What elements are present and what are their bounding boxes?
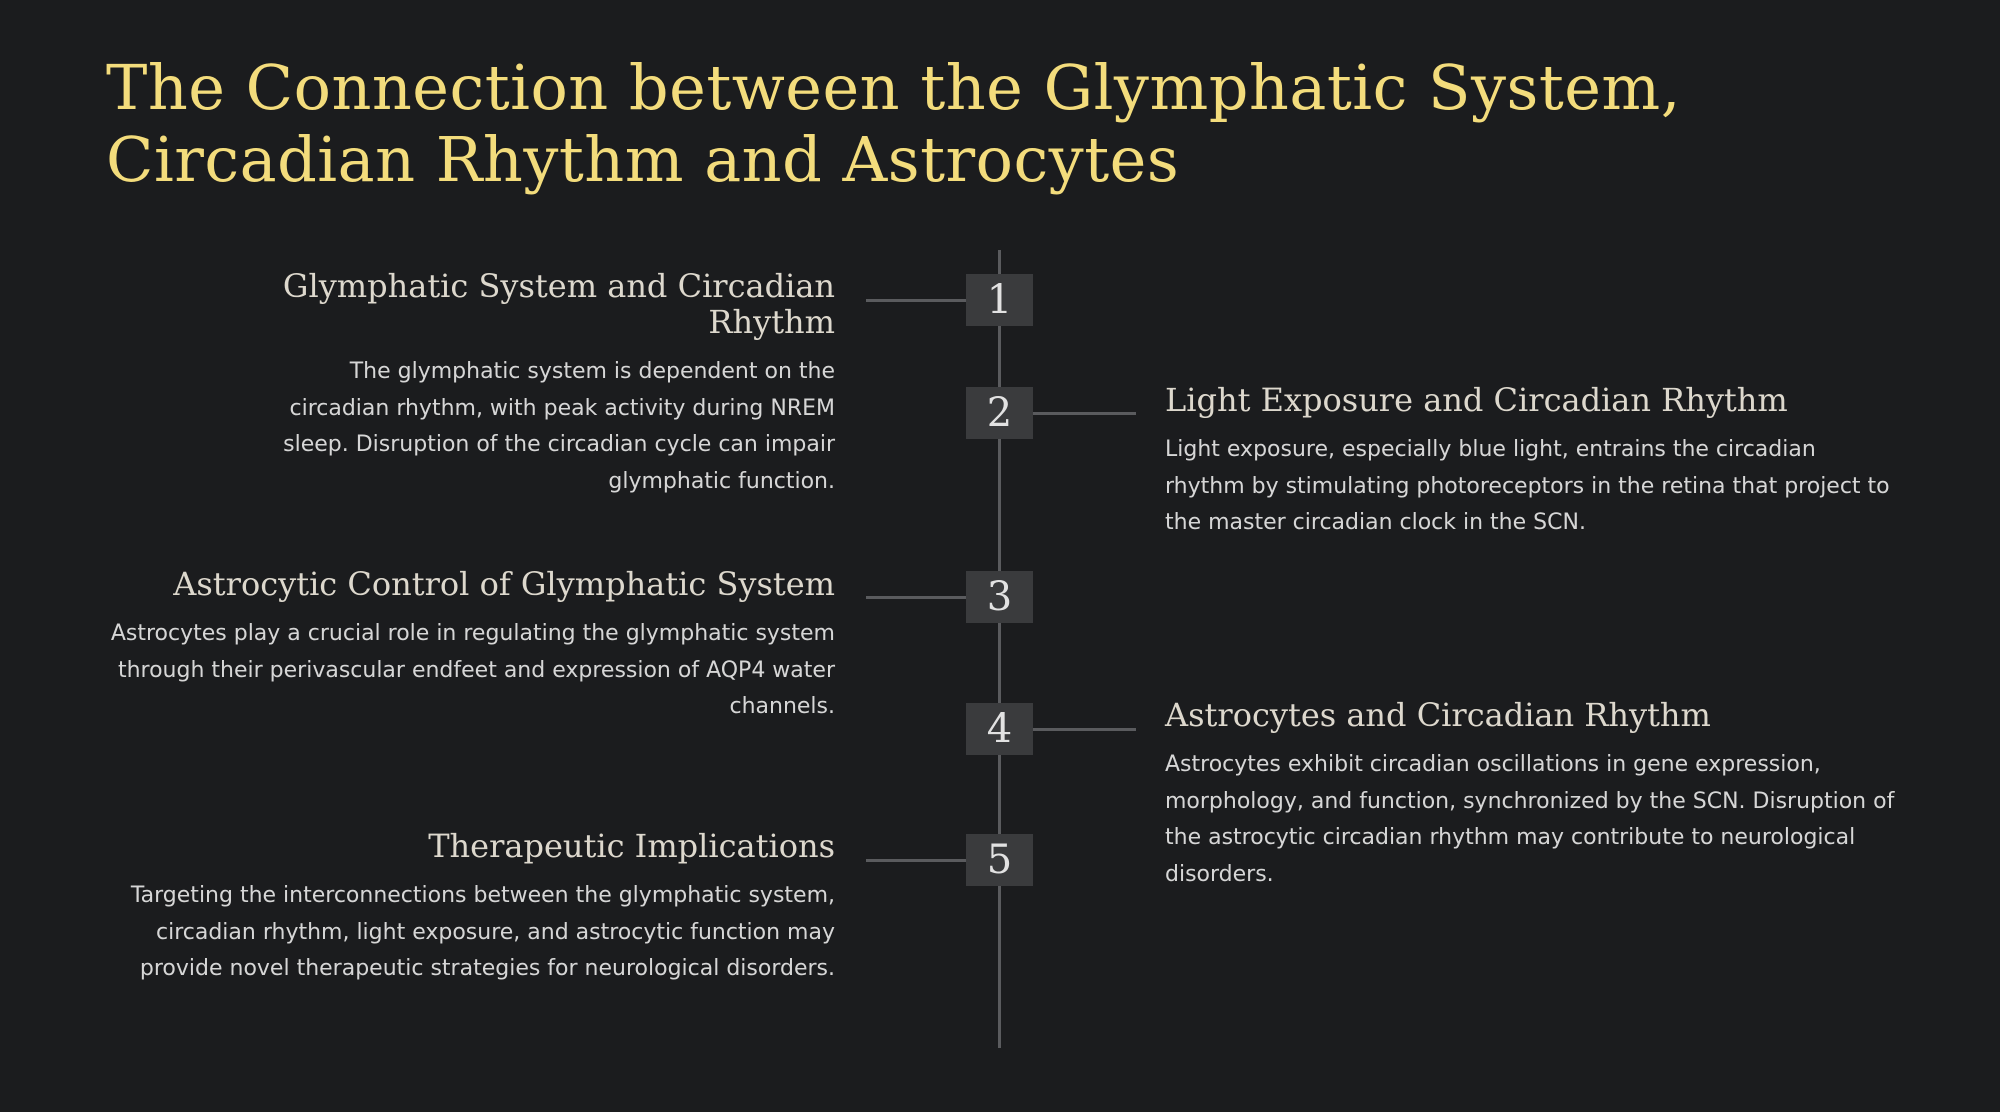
item-body-1: The glymphatic system is dependent on the circadian rhythm, with peak activity during NREM sleep. Disruption of the circadian cycle can impair glymphatic function. bbox=[283, 359, 835, 494]
step-marker-3: 3 bbox=[966, 571, 1033, 623]
connector-4 bbox=[1033, 728, 1136, 731]
timeline-spine bbox=[998, 250, 1001, 1048]
connector-1 bbox=[866, 299, 966, 302]
item-body-5: Targeting the interconnections between the glymphatic system, circadian rhythm, light exposure, and astrocytic function may provide novel therapeutic strategies for neurological disorders. bbox=[130, 883, 835, 981]
item-body-2: Light exposure, especially blue light, entrains the circadian rhythm by stimulating photoreceptors in the retina that project to the master circadian clock in the SCN. bbox=[1165, 437, 1890, 535]
item-heading-4: Astrocytes and Circadian Rhythm bbox=[1165, 696, 1711, 734]
step-marker-5: 5 bbox=[966, 834, 1033, 886]
timeline-item-3 bbox=[95, 566, 835, 726]
page-title-line-2: Circadian Rhythm and Astrocytes bbox=[106, 123, 1180, 196]
step-marker-4: 4 bbox=[966, 703, 1033, 755]
timeline-item-2 bbox=[1165, 382, 1895, 542]
connector-3 bbox=[866, 596, 966, 599]
item-heading-3: Astrocytic Control of Glymphatic System bbox=[173, 565, 835, 603]
page-title-line-1: The Connection between the Glymphatic System, bbox=[106, 51, 1681, 124]
step-marker-1: 1 bbox=[966, 274, 1033, 326]
item-body-4: Astrocytes exhibit circadian oscillations in gene expression, morphology, and function, synchronized by the SCN. Disruption of the astrocytic circadian rhythm may contribute to neurological disorders. bbox=[1165, 752, 1895, 887]
connector-5 bbox=[866, 859, 966, 862]
page-title bbox=[106, 52, 1926, 196]
step-marker-2: 2 bbox=[966, 387, 1033, 439]
item-heading-2: Light Exposure and Circadian Rhythm bbox=[1165, 381, 1788, 419]
timeline-item-4 bbox=[1165, 697, 1925, 893]
timeline-item-5 bbox=[95, 828, 835, 988]
item-body-3: Astrocytes play a crucial role in regulating the glymphatic system through their perivascular endfeet and expression of AQP4 water channels. bbox=[110, 621, 835, 719]
item-heading-1: Glymphatic System and Circadian Rhythm bbox=[282, 267, 835, 341]
item-heading-5: Therapeutic Implications bbox=[428, 827, 835, 865]
connector-2 bbox=[1033, 412, 1136, 415]
timeline-item-1 bbox=[275, 268, 835, 500]
